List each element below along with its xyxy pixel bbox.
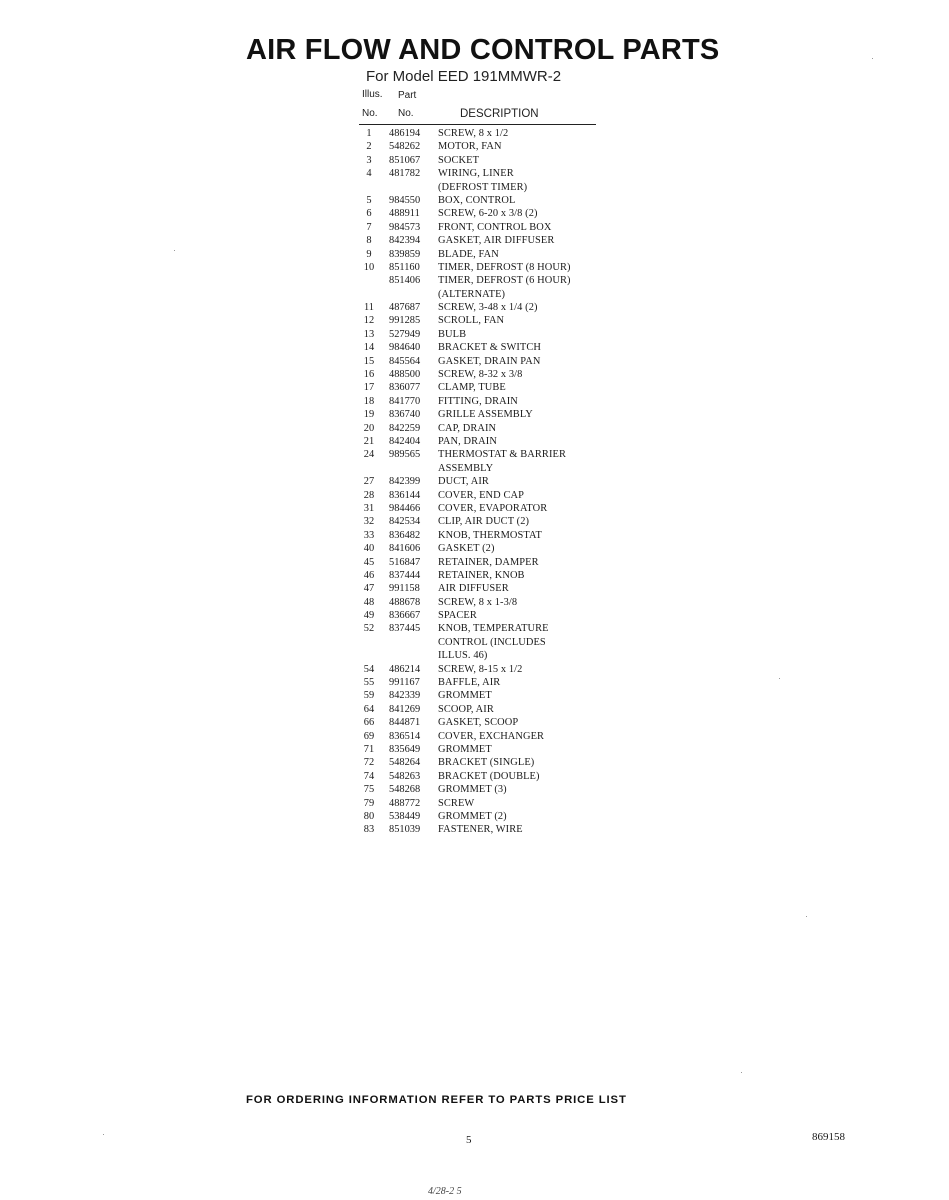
part-number: 837444 <box>389 569 421 581</box>
part-description: FITTING, DRAIN <box>438 395 518 407</box>
part-description: RETAINER, DAMPER <box>438 556 539 568</box>
part-description: (DEFROST TIMER) <box>438 181 528 193</box>
part-row <box>360 663 620 676</box>
illus-number: 1 <box>366 128 372 139</box>
illus-number: 19 <box>363 409 375 421</box>
part-number: 836667 <box>389 610 421 622</box>
part-description: BRACKET & SWITCH <box>438 342 542 354</box>
illus-number: 16 <box>363 369 375 381</box>
part-number: 488500 <box>389 369 421 381</box>
illus-number: 59 <box>363 690 375 702</box>
part-description: GASKET, AIR DIFFUSER <box>438 235 555 247</box>
part-description: GASKET, SCOOP <box>438 717 519 729</box>
part-number: 488911 <box>389 208 420 220</box>
part-number: 842534 <box>389 516 421 528</box>
part-number: 851160 <box>389 261 420 273</box>
part-row <box>360 770 620 783</box>
header-part: Part <box>398 90 417 101</box>
part-number: 989565 <box>389 449 421 461</box>
part-row <box>360 489 620 502</box>
part-description: BAFFLE, AIR <box>438 677 501 689</box>
part-number: 841606 <box>389 543 421 555</box>
part-row <box>360 154 620 167</box>
part-row-continuation <box>360 649 620 662</box>
part-row <box>360 689 620 702</box>
part-row <box>360 703 620 716</box>
illus-number: 3 <box>366 154 372 166</box>
part-row <box>360 716 620 729</box>
model-subtitle: For Model EED 191MMWR-2 <box>366 68 562 85</box>
part-description: TIMER, DEFROST (8 HOUR) <box>438 261 571 273</box>
part-number: 486214 <box>389 663 421 675</box>
part-row-continuation <box>360 462 620 475</box>
part-number: 842399 <box>389 476 421 488</box>
illus-number: 52 <box>363 623 375 635</box>
part-description: GROMMET <box>438 743 492 755</box>
part-description: SCOOP, AIR <box>438 703 494 715</box>
part-number: 835649 <box>389 743 421 755</box>
part-row <box>360 167 620 180</box>
part-description: AIR DIFFUSER <box>438 583 509 595</box>
part-row <box>360 756 620 769</box>
illus-number: 71 <box>363 743 375 755</box>
illus-number: 48 <box>363 596 375 608</box>
part-number: 844871 <box>389 717 421 729</box>
header-illus: Illus. <box>362 89 383 100</box>
illus-number: 20 <box>363 422 375 434</box>
part-row <box>360 207 620 220</box>
part-description: CONTROL (INCLUDES <box>438 636 546 648</box>
part-number: 984573 <box>389 221 421 233</box>
illus-number: 79 <box>363 797 375 809</box>
part-number: 836077 <box>389 382 421 394</box>
illus-number: 80 <box>363 810 375 822</box>
part-row <box>360 194 620 207</box>
part-description: BOX, CONTROL <box>438 194 516 206</box>
part-row <box>360 301 620 314</box>
part-description: BULB <box>438 328 467 340</box>
part-row <box>360 475 620 488</box>
part-number: 991285 <box>389 315 421 327</box>
part-description: GASKET (2) <box>438 543 495 555</box>
part-number: 842394 <box>389 235 421 247</box>
illus-number: 47 <box>363 583 375 595</box>
illus-number: 18 <box>363 395 375 407</box>
illus-number: 11 <box>363 302 374 314</box>
part-number: 836514 <box>389 730 421 742</box>
illus-number: 14 <box>363 342 375 354</box>
part-row <box>360 730 620 743</box>
part-description: GROMMET <box>438 690 492 702</box>
part-description: DUCT, AIR <box>438 476 489 488</box>
illus-number: 72 <box>363 757 375 769</box>
illus-number: 64 <box>363 703 375 715</box>
part-number: 836482 <box>389 529 421 541</box>
part-number: 842404 <box>389 435 421 447</box>
part-number: 984550 <box>389 194 421 206</box>
illus-number: 12 <box>363 315 375 327</box>
part-description: FASTENER, WIRE <box>438 824 523 836</box>
part-description: SCREW, 8-15 x 1/2 <box>438 663 523 675</box>
scan-speck <box>872 58 873 59</box>
part-row <box>360 810 620 823</box>
illus-number: 54 <box>363 663 375 675</box>
part-number: 487687 <box>389 302 421 314</box>
part-description: GROMMET (3) <box>438 784 507 796</box>
part-number: 481782 <box>389 168 421 180</box>
illus-number: 21 <box>363 435 375 447</box>
illus-number: 28 <box>363 489 375 501</box>
part-row <box>360 596 620 609</box>
part-row <box>360 422 620 435</box>
part-number: 548264 <box>389 757 421 769</box>
part-row <box>360 408 620 421</box>
part-description: KNOB, TEMPERATURE <box>438 623 549 635</box>
part-row <box>360 234 620 247</box>
part-number: 841269 <box>389 703 421 715</box>
illus-number: 10 <box>363 261 375 273</box>
part-description: FRONT, CONTROL BOX <box>438 221 552 233</box>
part-description: THERMOSTAT & BARRIER <box>438 449 566 461</box>
part-row <box>360 622 620 635</box>
part-row <box>360 783 620 796</box>
header-part-no: No. <box>398 108 414 119</box>
part-row <box>360 676 620 689</box>
illus-number: 6 <box>366 208 372 220</box>
part-row <box>360 355 620 368</box>
illus-number: 69 <box>363 730 375 742</box>
illus-number: 45 <box>363 556 375 568</box>
part-row <box>360 448 620 461</box>
part-row <box>360 221 620 234</box>
part-row-continuation <box>360 288 620 301</box>
illus-number: 83 <box>363 824 375 836</box>
part-description: ILLUS. 46) <box>438 650 488 662</box>
part-row <box>360 582 620 595</box>
scan-speck <box>174 250 175 251</box>
part-number: 851067 <box>389 154 421 166</box>
parts-list <box>360 127 620 837</box>
part-row-continuation <box>360 181 620 194</box>
handwritten-mark: 4/28-2 5 <box>428 1186 462 1197</box>
part-description: WIRING, LINER <box>438 168 514 180</box>
part-number: 836740 <box>389 409 421 421</box>
scan-speck <box>103 1134 104 1135</box>
illus-number: 32 <box>363 516 375 528</box>
part-row <box>360 502 620 515</box>
part-number: 984466 <box>389 502 421 514</box>
illus-number: 74 <box>363 770 375 782</box>
part-number: 516847 <box>389 556 421 568</box>
part-row <box>360 248 620 261</box>
part-description: BRACKET (SINGLE) <box>438 757 535 769</box>
part-number: 851406 <box>389 275 421 287</box>
part-row <box>360 529 620 542</box>
illus-number: 15 <box>363 355 375 367</box>
illus-number: 5 <box>366 194 372 206</box>
ordering-footer: FOR ORDERING INFORMATION REFER TO PARTS PRICE LIST <box>246 1094 627 1106</box>
part-row <box>360 797 620 810</box>
part-number: 851039 <box>389 824 421 836</box>
part-description: (ALTERNATE) <box>438 288 506 300</box>
part-row <box>360 823 620 836</box>
part-row <box>360 314 620 327</box>
part-description: SCREW, 8 x 1-3/8 <box>438 596 518 608</box>
illus-number: 31 <box>363 502 375 514</box>
part-description: GROMMET (2) <box>438 810 507 822</box>
part-number: 527949 <box>389 328 421 340</box>
part-description: COVER, EVAPORATOR <box>438 502 548 514</box>
part-row <box>360 127 620 140</box>
illus-number: 55 <box>363 677 375 689</box>
part-row <box>360 261 620 274</box>
part-row <box>360 274 620 287</box>
illus-number: 24 <box>363 449 375 461</box>
part-description: TIMER, DEFROST (6 HOUR) <box>438 275 571 287</box>
part-description: CAP, DRAIN <box>438 422 497 434</box>
part-row <box>360 556 620 569</box>
scan-speck <box>741 1072 742 1073</box>
part-number: 842339 <box>389 690 421 702</box>
illus-number: 46 <box>363 569 375 581</box>
illus-number: 40 <box>363 543 375 555</box>
scan-speck <box>779 678 780 679</box>
part-number: 984640 <box>389 342 421 354</box>
illus-number: 2 <box>366 141 372 153</box>
part-number: 836144 <box>389 489 421 501</box>
part-description: BRACKET (DOUBLE) <box>438 770 540 782</box>
part-number: 488772 <box>389 797 421 809</box>
scan-speck <box>806 916 807 917</box>
part-description: KNOB, THERMOSTAT <box>438 529 542 541</box>
part-number: 488678 <box>389 596 421 608</box>
part-description: SCREW, 8 x 1/2 <box>438 128 509 139</box>
part-number: 991158 <box>389 583 420 595</box>
part-description: SOCKET <box>438 154 480 166</box>
part-description: COVER, EXCHANGER <box>438 730 545 742</box>
part-description: SCREW <box>438 797 475 809</box>
page-number: 5 <box>466 1134 472 1146</box>
part-description: SCREW, 8-32 x 3/8 <box>438 369 523 381</box>
part-description: BLADE, FAN <box>438 248 499 260</box>
illus-number: 75 <box>363 784 375 796</box>
part-description: PAN, DRAIN <box>438 435 497 447</box>
part-row <box>360 140 620 153</box>
part-row <box>360 542 620 555</box>
part-row <box>360 395 620 408</box>
part-description: SCREW, 6-20 x 3/8 (2) <box>438 208 538 220</box>
header-description: DESCRIPTION <box>460 108 539 120</box>
part-description: COVER, END CAP <box>438 489 524 501</box>
part-row <box>360 609 620 622</box>
illus-number: 8 <box>366 235 372 247</box>
part-number: 842259 <box>389 422 421 434</box>
illus-number: 33 <box>363 529 375 541</box>
part-number: 837445 <box>389 623 421 635</box>
illus-number: 49 <box>363 610 375 622</box>
part-description: SPACER <box>438 610 477 622</box>
part-description: SCROLL, FAN <box>438 315 505 327</box>
part-number: 841770 <box>389 395 421 407</box>
part-row <box>360 381 620 394</box>
illus-number: 17 <box>363 382 375 394</box>
illus-number: 7 <box>366 221 372 233</box>
page-title: AIR FLOW AND CONTROL PARTS <box>246 34 720 66</box>
part-number: 839859 <box>389 248 421 260</box>
part-row <box>360 328 620 341</box>
part-row <box>360 743 620 756</box>
illus-number: 66 <box>363 717 375 729</box>
part-description: CLAMP, TUBE <box>438 382 506 394</box>
part-row <box>360 569 620 582</box>
part-row-continuation <box>360 636 620 649</box>
part-description: GASKET, DRAIN PAN <box>438 355 541 367</box>
part-row <box>360 368 620 381</box>
part-row <box>360 341 620 354</box>
part-number: 548268 <box>389 784 421 796</box>
part-number: 538449 <box>389 810 421 822</box>
header-illus-no: No. <box>362 108 378 119</box>
part-description: ASSEMBLY <box>438 462 494 474</box>
part-description: MOTOR, FAN <box>438 141 502 153</box>
document-number: 869158 <box>812 1131 845 1143</box>
part-number: 548263 <box>389 770 421 782</box>
illus-number: 27 <box>363 476 375 488</box>
part-description: RETAINER, KNOB <box>438 569 525 581</box>
part-description: CLIP, AIR DUCT (2) <box>438 516 530 528</box>
part-description: GRILLE ASSEMBLY <box>438 409 533 421</box>
part-row <box>360 515 620 528</box>
part-number: 548262 <box>389 141 421 153</box>
header-rule <box>359 124 596 125</box>
illus-number: 4 <box>366 168 372 180</box>
part-number: 991167 <box>389 677 420 689</box>
illus-number: 13 <box>363 328 375 340</box>
part-number: 486194 <box>389 128 421 139</box>
part-row <box>360 435 620 448</box>
part-description: SCREW, 3-48 x 1/4 (2) <box>438 302 538 314</box>
illus-number: 9 <box>366 248 372 260</box>
part-number: 845564 <box>389 355 421 367</box>
